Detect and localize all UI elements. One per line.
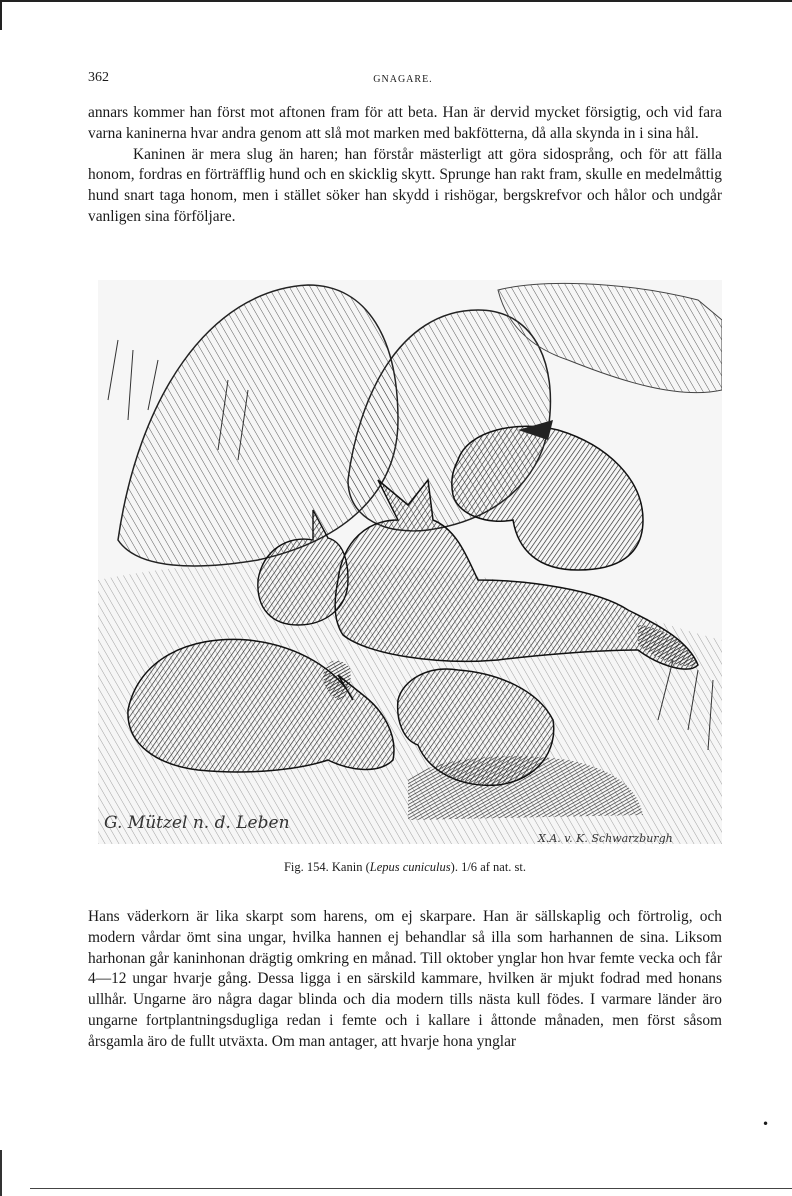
page-header (88, 70, 718, 90)
crop-mark-left (0, 0, 6, 30)
margin-dot: • (762, 1117, 770, 1131)
signature-right: X.A. v. K. Schwarzburgh (538, 832, 673, 844)
crop-mark-left-bottom (0, 1150, 5, 1196)
caption-prefix: Fig. 154. Kanin ( (283, 860, 370, 874)
paragraph-1: annars kommer han först mot aftonen fram för att beta. Han är dervid mycket försigtig, och vid fara varna kaninerna hvar andra genom att slå mot marken med bakfötterna, då alla skynda in i sina hål. (88, 104, 722, 142)
page-number: 362 (88, 70, 109, 85)
caption-suffix: ). (450, 860, 462, 874)
caption-scale-suffix: af nat. st. (477, 860, 527, 874)
caption-latin-name: Lepus cuniculus (369, 860, 451, 874)
rabbit-engraving (98, 280, 722, 844)
text-block-bottom (88, 907, 722, 1053)
signature-left: G. Mützel n. d. Leben (104, 813, 290, 833)
caption-scale: 1/6 (461, 860, 478, 874)
crop-mark-top (0, 0, 792, 6)
running-head: GNAGARE. (373, 74, 433, 85)
engraving-illustration (98, 280, 722, 844)
figure-caption (88, 860, 722, 875)
paragraph-2: Kaninen är mera slug än haren; han förstår mästerligt att göra sidosprång, och för att fälla honom, fordras en förträfflig hund och en skicklig skytt. Sprunge han rakt fram, skulle en medelmåttig hund snart taga honom, men i stället söker han skydd i rishögar, bergskrefvor och hålor och undgår vanligen sina förföljare. (88, 145, 722, 225)
crop-mark-bottom (30, 1188, 792, 1191)
text-block-top (88, 103, 722, 228)
paragraph-3: Hans väderkorn är lika skarpt som harens, om ej skarpare. Han är sällskaplig och förtrolig, och modern vårdar ömt sina ungar, hvilka hannen ej behandlar så illa som harhannen de sina. Liksom harhonan går kaninhonan drägtig omkring en månad. Till oktober ynglar hon hvar femte vecka och får 4—12 ungar hvarje gång. Dessa ligga i en särskild kammare, hvilken är mjukt fodrad med honans ullhår. Ungarne äro några dagar blinda och dia modern tills nästa kull födes. I varmare länder äro ungarne fortplantningsdugliga redan i femte och i kallare i åttonde månaden, men först såsom årsgamla äro de fullt utväxta. Om man antager, att hvarje hona ynglar (88, 908, 722, 1050)
